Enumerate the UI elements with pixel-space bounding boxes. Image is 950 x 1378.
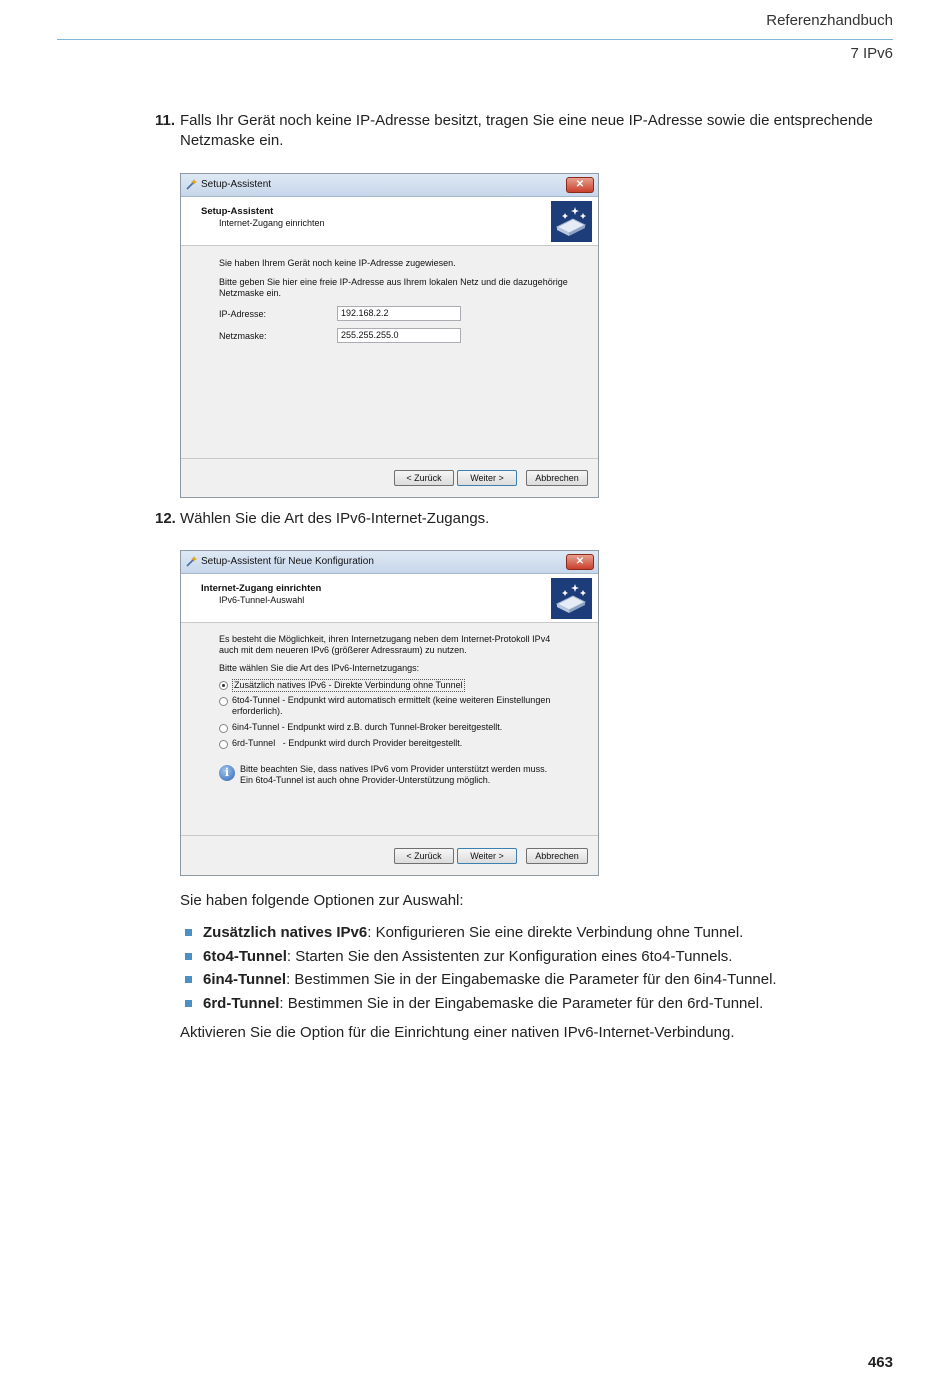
step-text: Falls Ihr Gerät noch keine IP-Adresse besitzt, tragen Sie eine neue IP-Adresse sowie die entsprechende Netzmaske ein. — [180, 112, 873, 149]
closing-text: Aktivieren Sie die Option für die Einrichtung einer nativen IPv6-Internet-Verbindung. — [180, 1024, 735, 1041]
list-item — [180, 921, 777, 945]
running-header-chapter: 7 IPv6 — [850, 45, 893, 62]
page-number: 463 — [867, 1354, 893, 1371]
wizard-router-icon — [551, 578, 592, 619]
bullet-square-icon — [185, 1000, 192, 1007]
running-header-title: Referenzhandbuch — [766, 12, 893, 29]
option-desc: : Konfigurieren Sie eine direkte Verbindung ohne Tunnel. — [367, 924, 744, 941]
dialog-subheading: IPv6-Tunnel-Auswahl — [219, 595, 305, 605]
radio-6rd-tunnel[interactable] — [219, 740, 228, 749]
dialog-subheading: Internet-Zugang einrichten — [219, 218, 325, 228]
intro-text-line2: auch mit dem neueren IPv6 (größerer Adressraum) zu nutzen. — [219, 645, 467, 655]
dialog-heading: Internet-Zugang einrichten — [201, 583, 322, 594]
radio-label-6to4-tunnel[interactable]: 6to4-Tunnel - Endpunkt wird automatisch ermittelt (keine weiteren Einstellungen — [232, 695, 551, 705]
choose-label: Bitte wählen Sie die Art des IPv6-Internetzugangs: — [219, 663, 420, 673]
dialog-title: Setup-Assistent — [201, 179, 272, 190]
header-rule — [57, 39, 893, 40]
wizard-wand-icon — [186, 555, 198, 567]
info-icon: i — [219, 765, 235, 781]
list-item — [180, 992, 777, 1016]
radio-label-native-ipv6[interactable]: Zusätzlich natives IPv6 - Direkte Verbindung ohne Tunnel — [234, 680, 463, 690]
radio-native-ipv6[interactable] — [219, 681, 228, 690]
footer-separator — [181, 835, 598, 836]
setup-wizard-dialog-ip — [180, 173, 599, 498]
dialog-titlebar — [181, 551, 598, 574]
option-term: Zusätzlich natives IPv6 — [203, 924, 368, 941]
note-text-line2: Ein 6to4-Tunnel ist auch ohne Provider-Unterstützung möglich. — [240, 775, 491, 785]
dialog-header — [181, 197, 598, 246]
option-desc: : Bestimmen Sie in der Eingabemaske die Parameter für den 6in4-Tunnel. — [286, 971, 777, 988]
next-button[interactable]: Weiter > — [457, 470, 517, 486]
dialog-title: Setup-Assistent für Neue Konfiguration — [201, 556, 374, 567]
list-item — [180, 968, 777, 992]
back-button[interactable]: < Zurück — [394, 848, 454, 864]
radio-6to4-tunnel[interactable] — [219, 697, 228, 706]
radio-label-6in4-tunnel[interactable]: 6in4-Tunnel - Endpunkt wird z.B. durch Tunnel-Broker bereitgestellt. — [232, 722, 503, 732]
bullet-square-icon — [185, 929, 192, 936]
dialog-titlebar — [181, 174, 598, 197]
dialog-heading: Setup-Assistent — [201, 206, 274, 217]
option-term: 6to4-Tunnel — [203, 947, 287, 965]
dialog-body — [181, 246, 598, 458]
option-term: 6rd-Tunnel — [203, 994, 280, 1012]
option-desc: : Starten Sie den Assistenten zur Konfiguration eines 6to4-Tunnels. — [286, 947, 733, 965]
netmask-input[interactable]: 255.255.255.0 — [337, 328, 461, 343]
instruction-text-line2: Netzmaske ein. — [219, 288, 282, 298]
cancel-button[interactable]: Abbrechen — [526, 848, 588, 864]
footer-separator — [181, 458, 598, 459]
step-number: 12. — [155, 510, 176, 527]
cancel-button[interactable]: Abbrechen — [526, 470, 588, 486]
setup-wizard-dialog-ipv6 — [180, 550, 599, 876]
close-button[interactable]: ✕ — [566, 554, 594, 570]
step-text: Wählen Sie die Art des IPv6-Internet-Zugangs. — [180, 510, 490, 527]
step-12 — [155, 509, 895, 531]
bullet-square-icon — [185, 976, 192, 983]
note-text-line1: Bitte beachten Sie, dass natives IPv6 vom Provider unterstützt werden muss. — [240, 764, 548, 774]
info-text: Sie haben Ihrem Gerät noch keine IP-Adresse zugewiesen. — [219, 258, 456, 268]
step-number: 11. — [155, 112, 176, 129]
intro-text-line1: Es besteht die Möglichkeit, ihren Internetzugang neben dem Internet-Protokoll IPv4 — [219, 634, 551, 644]
ip-address-label: IP-Adresse: — [219, 309, 267, 319]
close-button[interactable]: ✕ — [566, 177, 594, 193]
options-intro: Sie haben folgende Optionen zur Auswahl: — [180, 892, 464, 909]
netmask-label: Netzmaske: — [219, 331, 267, 341]
ip-address-input[interactable]: 192.168.2.2 — [337, 306, 461, 321]
next-button[interactable]: Weiter > — [457, 848, 517, 864]
option-desc: : Bestimmen Sie in der Eingabemaske die Parameter für den 6rd-Tunnel. — [279, 994, 764, 1012]
back-button[interactable]: < Zurück — [394, 470, 454, 486]
radio-label-6rd-tunnel[interactable]: 6rd-Tunnel - Endpunkt wird durch Provider bereitgestellt. — [232, 738, 463, 748]
option-term: 6in4-Tunnel — [203, 971, 287, 988]
instruction-text-line1: Bitte geben Sie hier eine freie IP-Adresse aus Ihrem lokalen Netz und die dazugehörige — [219, 277, 568, 287]
radio-label-6to4-tunnel-cont[interactable]: erforderlich). — [232, 706, 283, 716]
dialog-header — [181, 574, 598, 623]
radio-6in4-tunnel[interactable] — [219, 724, 228, 733]
list-item — [180, 945, 777, 969]
dialog-body — [181, 623, 598, 835]
step-11 — [155, 111, 895, 153]
wizard-wand-icon — [186, 178, 198, 190]
options-list — [180, 921, 777, 1015]
bullet-square-icon — [185, 953, 192, 960]
wizard-router-icon — [551, 201, 592, 242]
